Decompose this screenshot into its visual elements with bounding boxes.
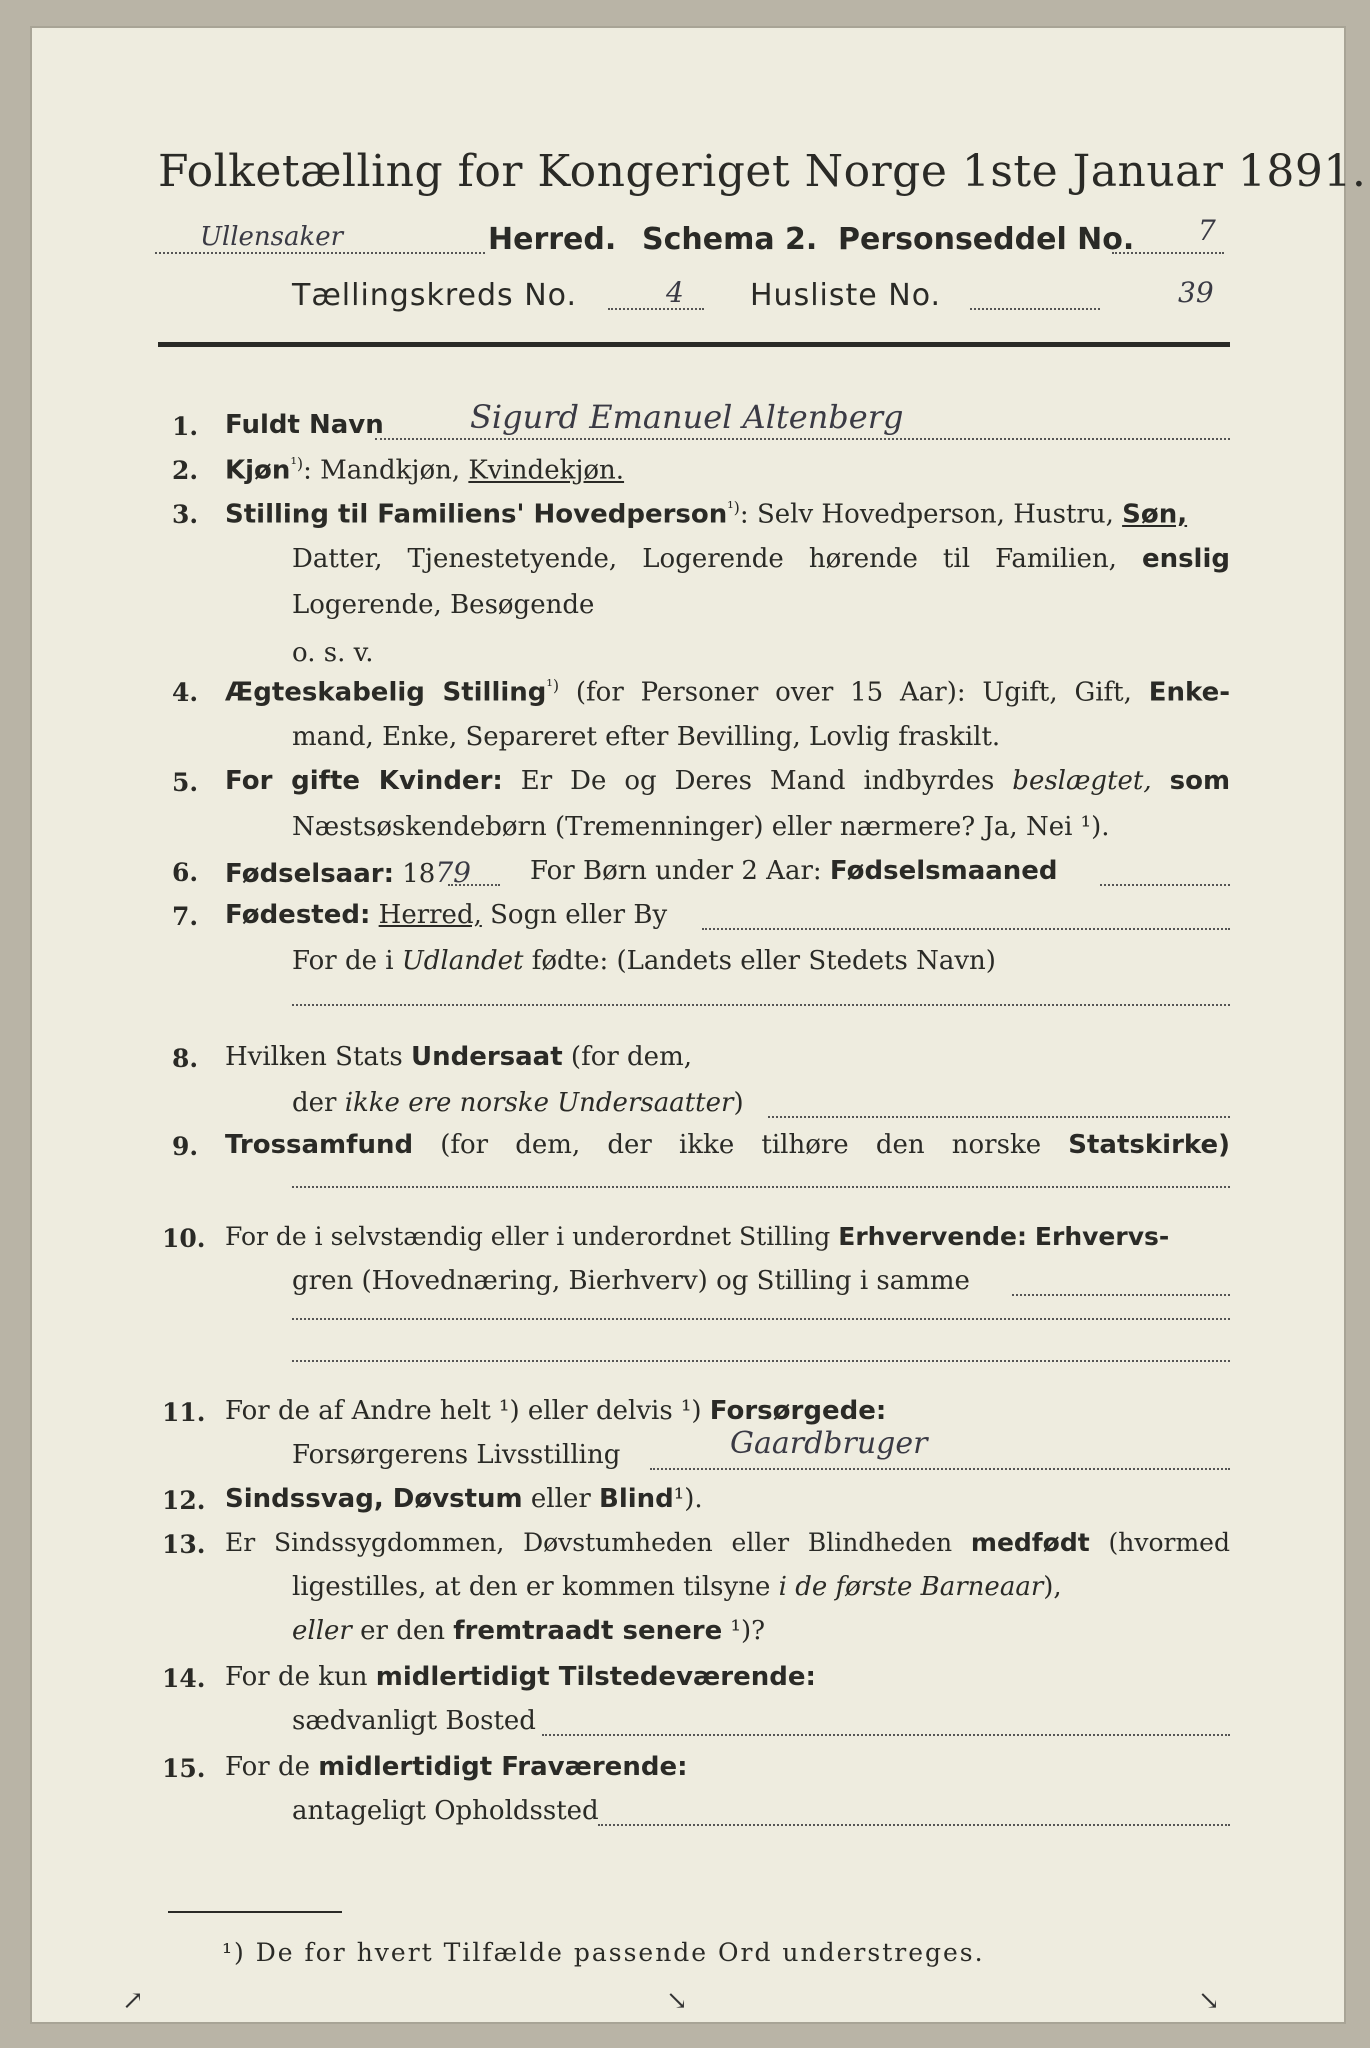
- q3-line4: o. s. v.: [292, 638, 374, 668]
- husliste-value: 39: [1178, 276, 1214, 309]
- q11-line1: For de af Andre helt ¹) eller delvis ¹) Forsørgede:: [225, 1396, 887, 1426]
- header-rule: [158, 342, 1230, 347]
- form-title: Folketælling for Kongeriget Norge 1ste Januar 1891.: [158, 146, 1367, 197]
- q13-line2: ligestilles, at den er kommen tilsyne i de første Barneaar),: [292, 1572, 1062, 1602]
- q1-value: Sigurd Emanuel Altenberg: [470, 398, 904, 436]
- schema-label: Schema 2.: [642, 222, 818, 257]
- q14-line1: For de kun midlertidigt Tilstedeværende:: [225, 1662, 816, 1692]
- q14-line2: sædvanligt Bosted: [292, 1706, 536, 1736]
- q13-line3: eller er den fremtraadt senere ¹)?: [292, 1616, 766, 1646]
- q12-line: Sindssvag, Døvstum eller Blind¹).: [225, 1484, 703, 1514]
- q7-number: 7.: [172, 902, 199, 931]
- q3-son-underlined: Søn,: [1122, 499, 1188, 530]
- q10-line1: For de i selvstændig eller i underordnet Stilling Erhvervende: Erhvervs-: [225, 1222, 1170, 1251]
- q2-number: 2.: [172, 456, 199, 485]
- herred-label: Herred.: [488, 222, 617, 257]
- q9-number: 9.: [172, 1132, 199, 1161]
- q8-number: 8.: [172, 1044, 199, 1073]
- q2-kvindekjon: Kvindekjøn.: [468, 455, 625, 486]
- q11-value: Gaardbruger: [730, 1426, 928, 1461]
- q5-number: 5.: [172, 768, 199, 797]
- q2-text: Kjøn$^{^1)}$: Mandkjøn, Kvindekjøn.: [225, 454, 625, 486]
- q8-line1: Hvilken Stats Undersaat (for dem,: [225, 1042, 692, 1072]
- q9-line1: Trossamfund (for dem, der ikke tilhøre den norske Statskirke): [225, 1130, 1231, 1160]
- q6-line: Fødselsaar: 1879: [225, 856, 471, 889]
- q12-number: 12.: [162, 1486, 206, 1515]
- q3-line1: Stilling til Familiens' Hovedperson$^{^1)}$: Selv Hovedperson, Hustru, Søn,: [225, 498, 1188, 530]
- q13-line1: Er Sindssygdommen, Døvstumheden eller Blindheden medfødt (hvormed: [225, 1528, 1230, 1557]
- q4-line1: Ægteskabelig Stilling$^{^1)}$ (for Personer over 15 Aar): Ugift, Gift, Enke-: [225, 676, 1230, 708]
- q13-number: 13.: [162, 1530, 206, 1559]
- q15-line2: antageligt Opholdssted: [292, 1796, 599, 1826]
- q4-number: 4.: [172, 678, 199, 707]
- q3-number: 3.: [172, 500, 199, 529]
- q10-number: 10.: [162, 1224, 206, 1253]
- kreds-label: Tællingskreds No.: [292, 278, 577, 313]
- footnote: ¹) De for hvert Tilfælde passende Ord understreges.: [222, 1938, 985, 1967]
- corner-mark-center: ↘: [666, 1986, 688, 2016]
- q7-herred-underlined: Herred,: [378, 900, 482, 930]
- q11-number: 11.: [162, 1398, 206, 1427]
- husliste-label: Husliste No.: [750, 278, 942, 313]
- census-form-sheet: [30, 26, 1367, 2024]
- q5-line2: Næstsøskendebørn (Tremenninger) eller nærmere? Ja, Nei ¹).: [292, 812, 1110, 842]
- q6-number: 6.: [172, 858, 199, 887]
- corner-mark-right: ↘: [1198, 1986, 1220, 2016]
- q6-birthyear-value: 79: [435, 856, 471, 889]
- kreds-value: 4: [666, 276, 684, 309]
- corner-mark-left: ↗: [122, 1986, 144, 2016]
- q6-rest: For Børn under 2 Aar: Fødselsmaaned: [530, 856, 1058, 886]
- footnote-rule: [168, 1911, 342, 1913]
- q15-line1: For de midlertidigt Fraværende:: [225, 1752, 688, 1782]
- q15-number: 15.: [162, 1754, 206, 1783]
- q4-line2: mand, Enke, Separeret efter Bevilling, Lovlig fraskilt.: [292, 722, 1001, 752]
- q10-line2: gren (Hovednæring, Bierhverv) og Stilling i samme: [292, 1266, 970, 1296]
- q3-line2: Datter, Tjenestetyende, Logerende hørende til Familien, enslig: [292, 544, 1230, 574]
- q3-line3: Logerende, Besøgende: [292, 590, 595, 620]
- herred-value: Ullensaker: [200, 222, 344, 252]
- q7-line1: Fødested: Herred, Sogn eller By: [225, 900, 668, 930]
- q14-number: 14.: [162, 1664, 206, 1693]
- q1-number: 1.: [172, 412, 199, 441]
- q5-line1: For gifte Kvinder: Er De og Deres Mand indbyrdes beslægtet, som: [225, 766, 1231, 796]
- q8-line2: der ikke ere norske Undersaatter): [292, 1088, 744, 1118]
- personseddel-value: 7: [1198, 214, 1216, 247]
- personseddel-label: Personseddel No.: [838, 222, 1135, 257]
- q11-line2: Forsørgerens Livsstilling: [292, 1440, 621, 1470]
- q1-label: Fuldt Navn: [225, 410, 384, 440]
- q7-line2: For de i Udlandet fødte: (Landets eller Stedets Navn): [292, 946, 996, 976]
